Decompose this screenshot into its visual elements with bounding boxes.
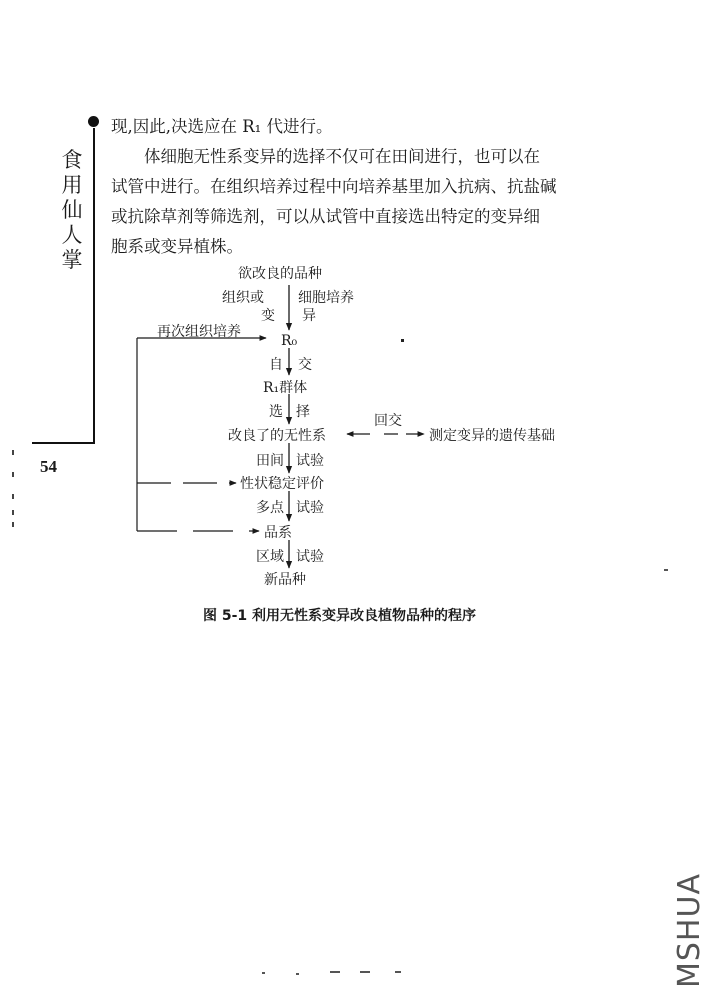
label-multisite: 多点: [256, 500, 284, 516]
label-regional: 区域: [256, 549, 284, 565]
paragraph-line: 胞系或变异植株。: [111, 237, 243, 256]
label-cross: 交: [298, 357, 312, 373]
label-select: 选: [269, 404, 283, 420]
node-new-variety: 新品种: [264, 572, 306, 588]
label-tissue-or: 组织或: [222, 290, 264, 306]
label-field: 田间: [256, 453, 284, 469]
label-variation-2: 异: [302, 308, 316, 324]
label-backcross: 回交: [374, 413, 402, 429]
node-genetic-basis: 测定变异的遗传基础: [429, 428, 555, 444]
running-title-char: 用: [61, 173, 83, 197]
label-reculture: 再次组织培养: [157, 324, 241, 340]
node-line: 品系: [264, 525, 292, 541]
node-r0: R₀: [281, 333, 298, 349]
node-r1-population: R₁群体: [263, 380, 308, 396]
node-improved-clone: 改良了的无性系: [228, 428, 326, 444]
figure-caption: 图 5-1 利用无性系变异改良植物品种的程序: [203, 608, 477, 624]
label-self: 自: [269, 357, 283, 373]
label-variation-1: 变: [261, 308, 275, 324]
running-title-char: 仙: [61, 198, 83, 222]
node-trait-evaluation: 性状稳定评价: [240, 476, 324, 492]
running-title-char: 人: [61, 223, 83, 247]
node-original-variety: 欲改良的品种: [238, 266, 322, 282]
paragraph-line: 体细胞无性系变异的选择不仅可在田间进行，也可以在: [144, 147, 540, 166]
watermark: MSHUA: [672, 873, 707, 988]
label-trial-2: 试验: [296, 500, 324, 516]
paragraph-line: 或抗除草剂等筛选剂，可以从试管中直接选出特定的变异细: [111, 207, 540, 226]
paragraph-continuation: 现,因此,决选应在 R₁ 代进行。: [111, 117, 333, 136]
label-trial-3: 试验: [296, 549, 324, 565]
label-choose: 择: [296, 404, 310, 420]
label-trial-1: 试验: [296, 453, 324, 469]
label-cell-culture: 细胞培养: [298, 290, 354, 306]
paragraph-line: 试管中进行。在组织培养过程中向培养基里加入抗病、抗盐碱: [111, 177, 557, 196]
page-number: 54: [40, 457, 57, 476]
running-title-char: 食: [61, 148, 83, 172]
running-title-char: 掌: [61, 248, 83, 272]
